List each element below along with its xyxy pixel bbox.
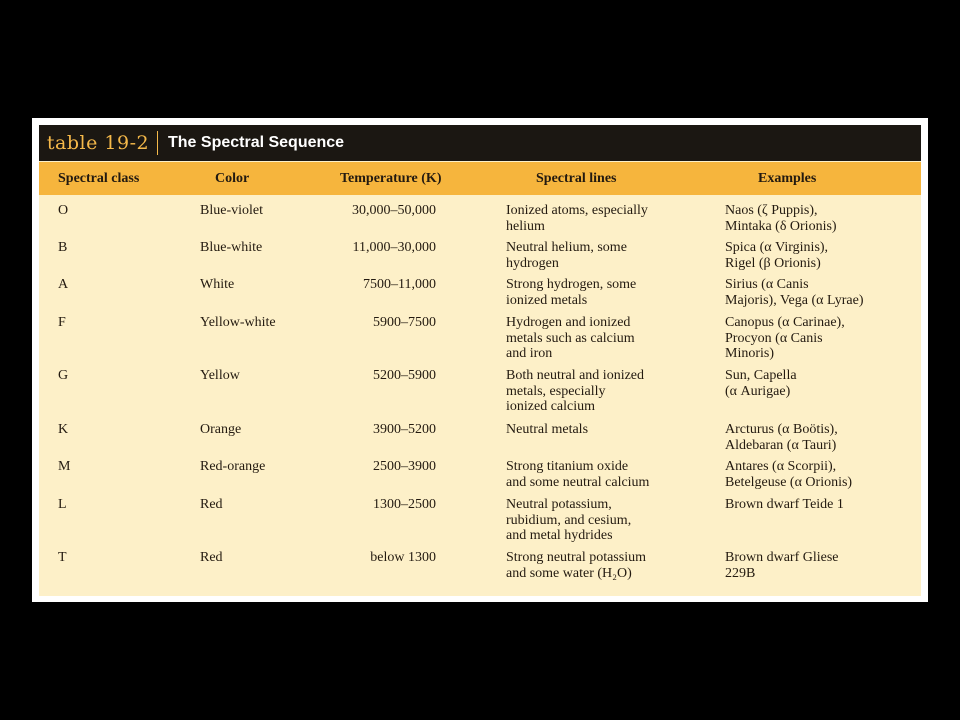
column-header-examples: Examples [758, 171, 817, 186]
temperature-cell: 30,000–50,000 [352, 203, 436, 218]
spectral-lines-cell: Strong hydrogen, some ionized metals [506, 277, 637, 308]
examples-cell: Spica (α Virginis), Rigel (β Orionis) [725, 240, 829, 271]
examples-cell: Sun, Capella (α Aurigae) [725, 368, 797, 399]
table-frame [32, 118, 928, 602]
table-title-bar [39, 125, 921, 161]
spectral-class-cell: A [58, 277, 69, 292]
spectral-lines-cell: Neutral helium, some hydrogen [506, 240, 627, 271]
column-header-spectral-class: Spectral class [58, 171, 140, 186]
temperature-cell: 1300–2500 [373, 497, 436, 512]
temperature-cell: 2500–3900 [373, 459, 436, 474]
examples-cell: Sirius (α Canis Majoris), Vega (α Lyrae) [725, 277, 864, 308]
temperature-cell: 11,000–30,000 [352, 240, 436, 255]
color-cell: Yellow [200, 368, 240, 383]
table-number-label: table 19-2 [46, 132, 150, 154]
examples-cell: Antares (α Scorpii), Betelgeuse (α Orionis) [725, 459, 853, 490]
table-panel [39, 125, 921, 596]
color-cell: Blue-violet [200, 203, 263, 218]
examples-cell: Naos (ζ Puppis), Mintaka (δ Orionis) [725, 203, 837, 234]
table-title: The Spectral Sequence [168, 134, 345, 151]
spectral-lines-cell: Both neutral and ionized metals, especially ionized calcium [506, 368, 645, 415]
color-cell: Orange [200, 422, 242, 437]
temperature-cell: 3900–5200 [373, 422, 436, 437]
column-header-temperature: Temperature (K) [340, 171, 442, 186]
color-cell: White [200, 277, 235, 292]
spectral-class-cell: K [58, 422, 69, 437]
spectral-lines-cell: Strong neutral potassium and some water (H₂O) [506, 550, 646, 581]
color-cell: Red [200, 497, 223, 512]
temperature-cell: below 1300 [370, 550, 436, 565]
examples-cell: Brown dwarf Teide 1 [725, 497, 844, 512]
spectral-class-cell: M [58, 459, 71, 474]
spectral-class-cell: T [58, 550, 67, 565]
temperature-cell: 5200–5900 [373, 368, 436, 383]
spectral-lines-cell: Neutral metals [506, 422, 589, 437]
color-cell: Red-orange [200, 459, 266, 474]
spectral-class-cell: B [58, 240, 68, 255]
spectral-class-cell: O [58, 203, 69, 218]
spectral-class-cell: F [58, 315, 66, 330]
spectral-class-cell: G [58, 368, 69, 383]
column-header-spectral-lines: Spectral lines [536, 171, 617, 186]
table-header-row [39, 162, 921, 195]
spectral-lines-cell: Strong titanium oxide and some neutral calcium [506, 459, 650, 490]
color-cell: Blue-white [200, 240, 263, 255]
spectral-lines-cell: Hydrogen and ionized metals such as calcium and iron [506, 315, 635, 362]
temperature-cell: 5900–7500 [373, 315, 436, 330]
spectral-lines-cell: Neutral potassium, rubidium, and cesium, and metal hydrides [506, 497, 632, 544]
spectral-lines-cell: Ionized atoms, especially helium [506, 203, 648, 234]
title-divider [157, 131, 158, 155]
color-cell: Yellow-white [200, 315, 276, 330]
examples-cell: Canopus (α Carinae), Procyon (α Canis Minoris) [725, 315, 845, 362]
examples-cell: Arcturus (α Boötis), Aldebaran (α Tauri) [725, 422, 838, 453]
examples-cell: Brown dwarf Gliese 229B [725, 550, 839, 581]
temperature-cell: 7500–11,000 [363, 277, 436, 292]
color-cell: Red [200, 550, 223, 565]
column-header-color: Color [215, 171, 250, 186]
spectral-class-cell: L [58, 497, 67, 512]
